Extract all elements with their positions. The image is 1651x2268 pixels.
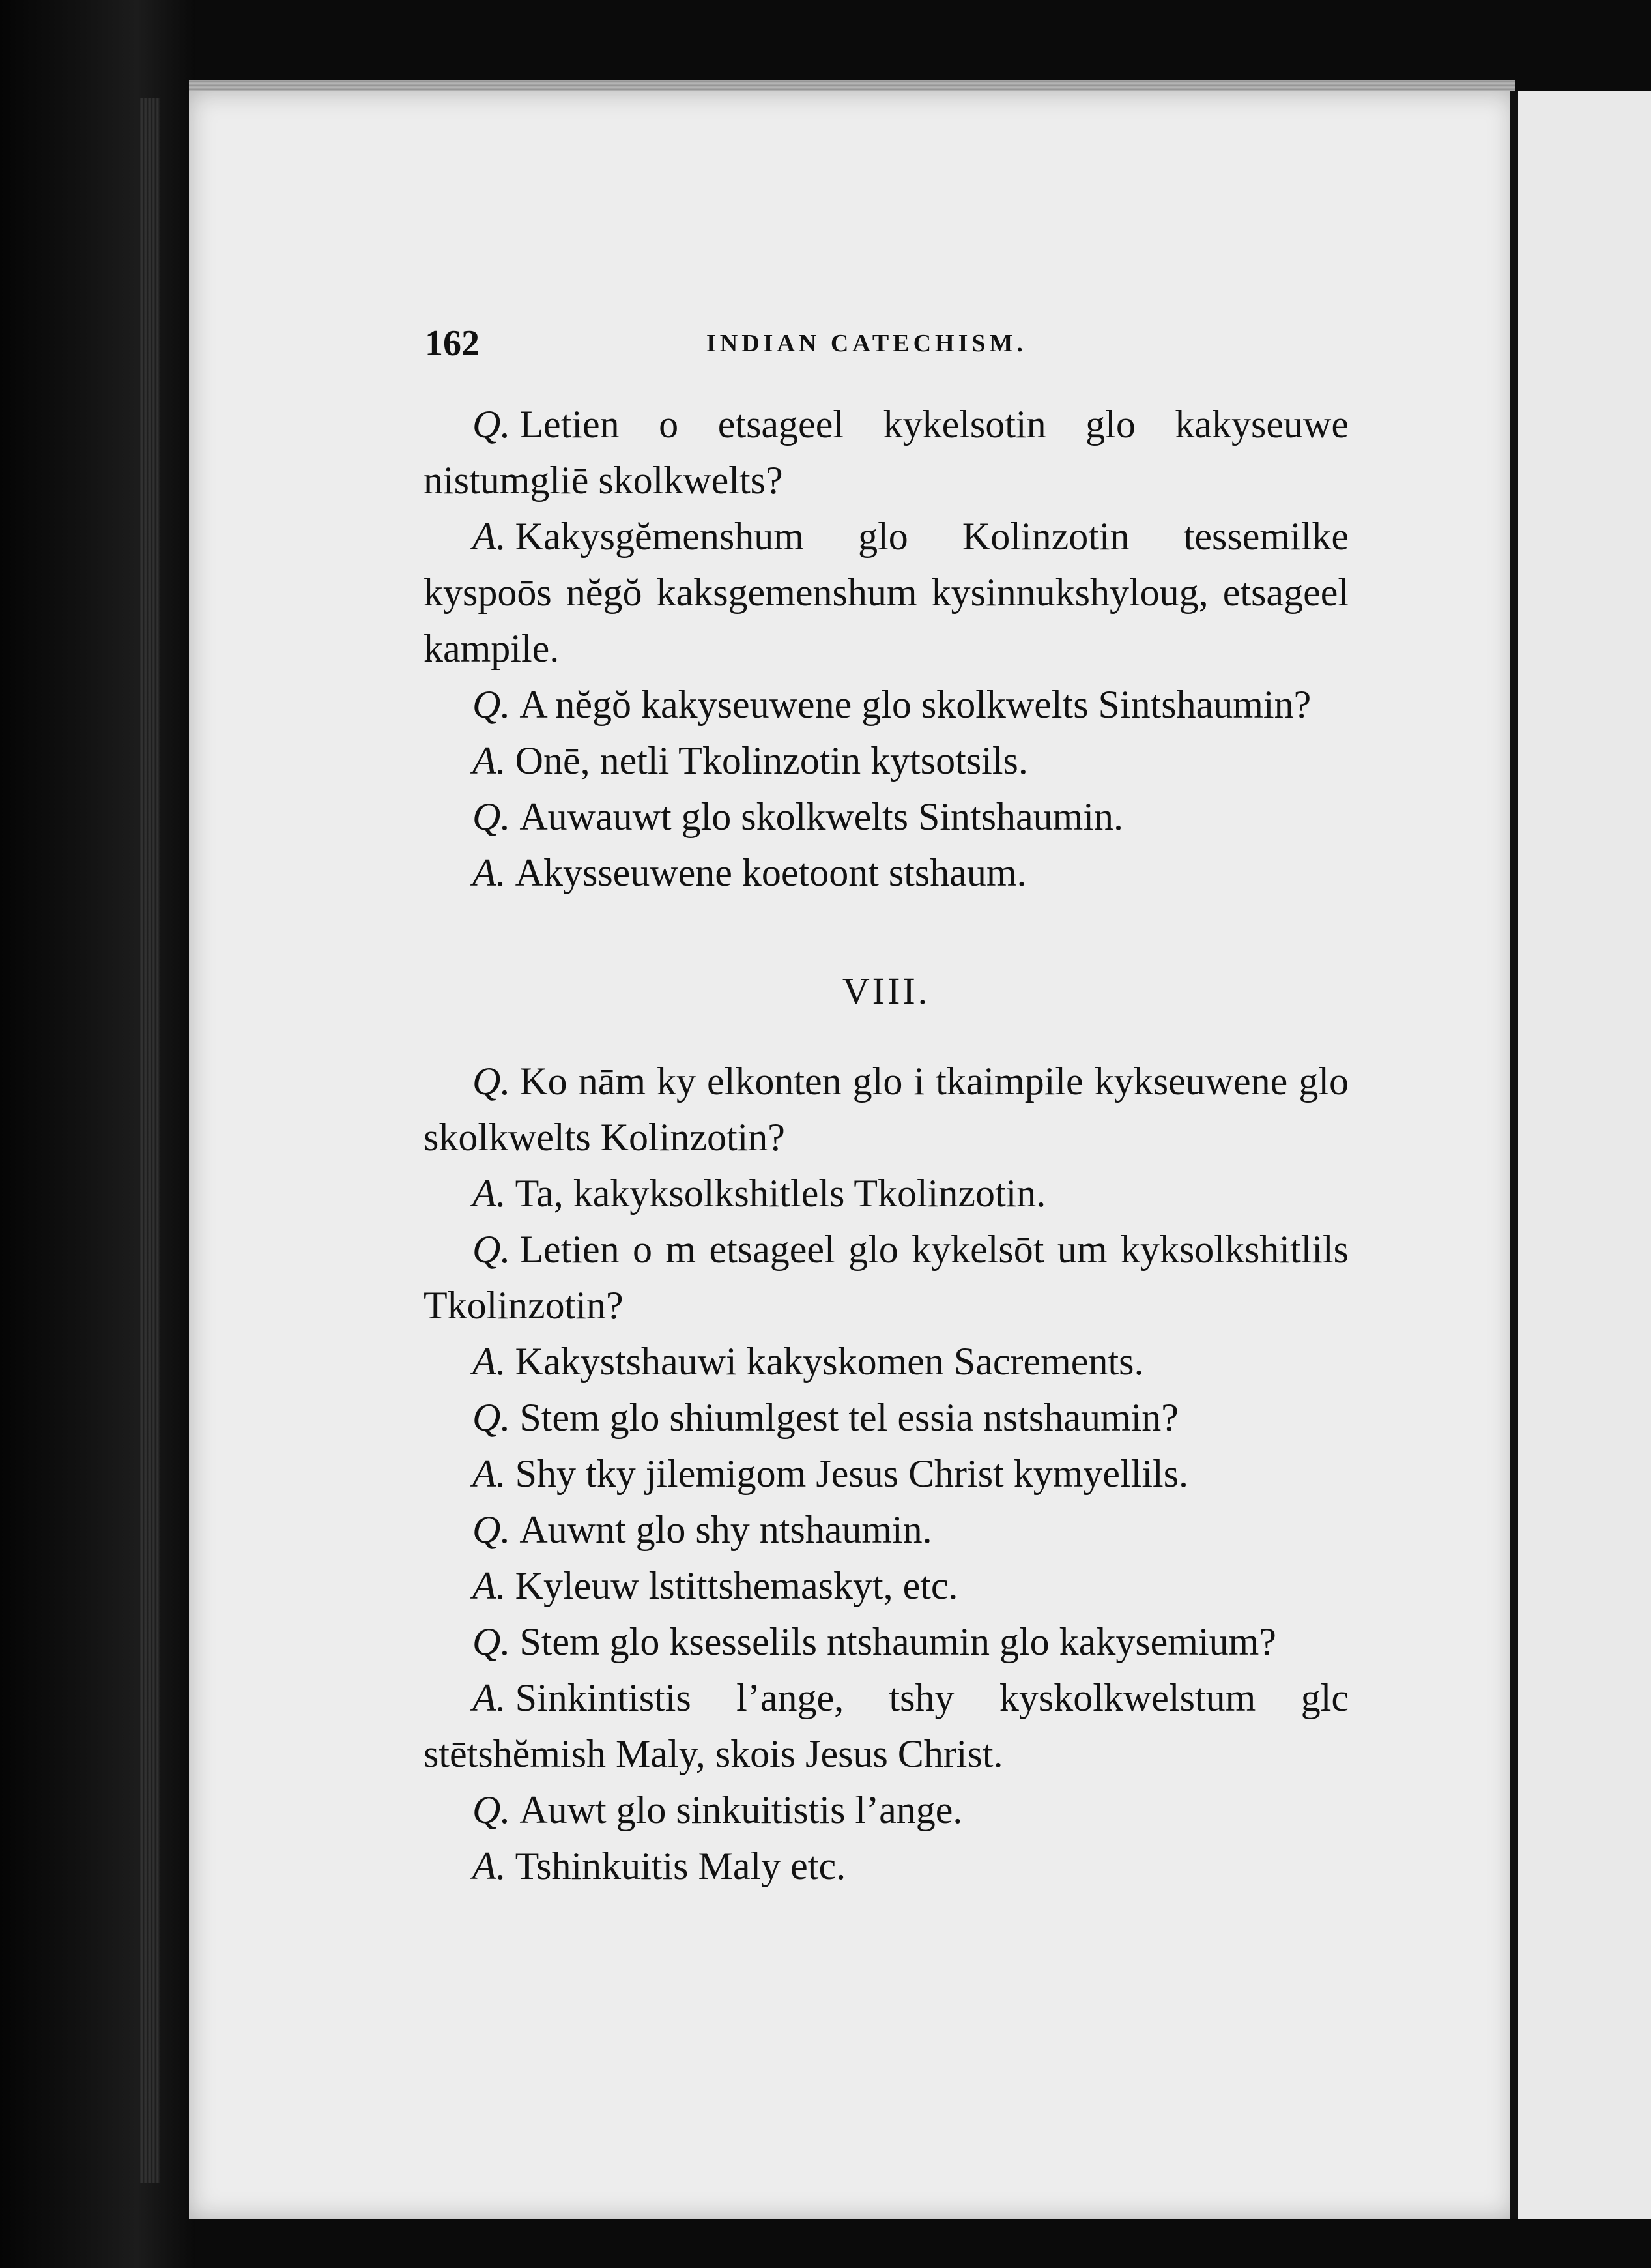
qa-text: Ta, kakyksolkshitlels Tkolinzotin. xyxy=(515,1172,1046,1215)
answer xyxy=(424,508,1349,676)
qa-text: Shy tky jilemigom Jesus Christ kymyellils. xyxy=(515,1452,1189,1495)
qa-tag: A. xyxy=(472,739,506,782)
answer xyxy=(424,1558,1349,1614)
answer xyxy=(424,1446,1349,1502)
qa-text: Stem glo ksesselils ntshaumin glo kakysemium? xyxy=(519,1620,1276,1663)
qa-block-1 xyxy=(424,396,1349,901)
qa-tag: Q. xyxy=(472,1620,511,1663)
qa-text: Auwt glo sinkuitistis l’ange. xyxy=(519,1788,963,1831)
qa-text: Letien o m etsageel glo kykelsōt um kyksolkshitlils Tkolinzotin? xyxy=(424,1228,1349,1327)
qa-text: Ko nām ky elkonten glo i tkaimpile kykseuwene glo skolkwelts Kolinzotin? xyxy=(424,1060,1349,1159)
answer xyxy=(424,845,1349,901)
question xyxy=(424,676,1349,733)
qa-text: Tshinkuitis Maly etc. xyxy=(515,1844,846,1887)
qa-tag: Q. xyxy=(472,403,511,446)
running-head: INDIAN CATECHISM. xyxy=(706,330,1027,357)
answer xyxy=(424,1165,1349,1221)
qa-text: Auwnt glo shy ntshaumin. xyxy=(519,1508,932,1551)
question xyxy=(424,1053,1349,1165)
qa-tag: A. xyxy=(472,851,506,894)
qa-tag: Q. xyxy=(472,1508,511,1551)
qa-text: Kyleuw lstittshemaskyt, etc. xyxy=(515,1564,958,1607)
qa-tag: A. xyxy=(472,1564,506,1607)
book-gutter xyxy=(1510,91,1518,2219)
question xyxy=(424,1389,1349,1446)
scan-border-left xyxy=(0,0,195,2268)
qa-tag: Q. xyxy=(472,1228,511,1271)
qa-tag: A. xyxy=(472,1676,506,1719)
qa-tag: A. xyxy=(472,1844,506,1887)
answer xyxy=(424,1838,1349,1894)
qa-tag: Q. xyxy=(472,795,511,838)
qa-text: Akysseuwene koetoont stshaum. xyxy=(515,851,1027,894)
answer xyxy=(424,1670,1349,1782)
qa-text: Onē, netli Tkolinzotin kytsotsils. xyxy=(515,739,1028,782)
qa-tag: A. xyxy=(472,1172,506,1215)
qa-text: Stem glo shiumlgest tel essia nstshaumin? xyxy=(519,1396,1179,1439)
page-body xyxy=(424,396,1349,1894)
qa-text: Sinkintistis l’ange, tshy kyskolkwelstum glc stētshĕmish Maly, skois Jesus Christ. xyxy=(424,1676,1349,1775)
qa-text: Kakystshauwi kakyskomen Sacrements. xyxy=(515,1340,1144,1383)
question xyxy=(424,396,1349,508)
question xyxy=(424,789,1349,845)
page-header xyxy=(425,323,1350,368)
page-stack-edge xyxy=(140,98,160,2183)
qa-text: Letien o etsageel kykelsotin glo kakyseuwe nistumgliē skolkwelts? xyxy=(424,403,1349,502)
facing-page-edge xyxy=(1518,91,1651,2219)
answer xyxy=(424,733,1349,789)
question xyxy=(424,1502,1349,1558)
qa-tag: Q. xyxy=(472,1788,511,1831)
question xyxy=(424,1221,1349,1333)
qa-tag: A. xyxy=(472,515,506,558)
page-number: 162 xyxy=(425,323,480,364)
qa-tag: Q. xyxy=(472,1396,511,1439)
question xyxy=(424,1782,1349,1838)
qa-tag: Q. xyxy=(472,683,511,726)
qa-tag: A. xyxy=(472,1452,506,1495)
qa-block-2 xyxy=(424,1053,1349,1894)
qa-tag: Q. xyxy=(472,1060,511,1103)
qa-text: Kakysgĕmenshum glo Kolinzotin tessemilke kyspoōs nĕgŏ kaksgemenshum kysinnukshyloug, etsageel kampile. xyxy=(424,515,1349,670)
qa-tag: A. xyxy=(472,1340,506,1383)
answer xyxy=(424,1333,1349,1389)
question xyxy=(424,1614,1349,1670)
section-heading: VIII. xyxy=(842,970,930,1012)
qa-text: A nĕgŏ kakyseuwene glo skolkwelts Sintshaumin? xyxy=(519,683,1312,726)
qa-text: Auwauwt glo skolkwelts Sintshaumin. xyxy=(519,795,1124,838)
